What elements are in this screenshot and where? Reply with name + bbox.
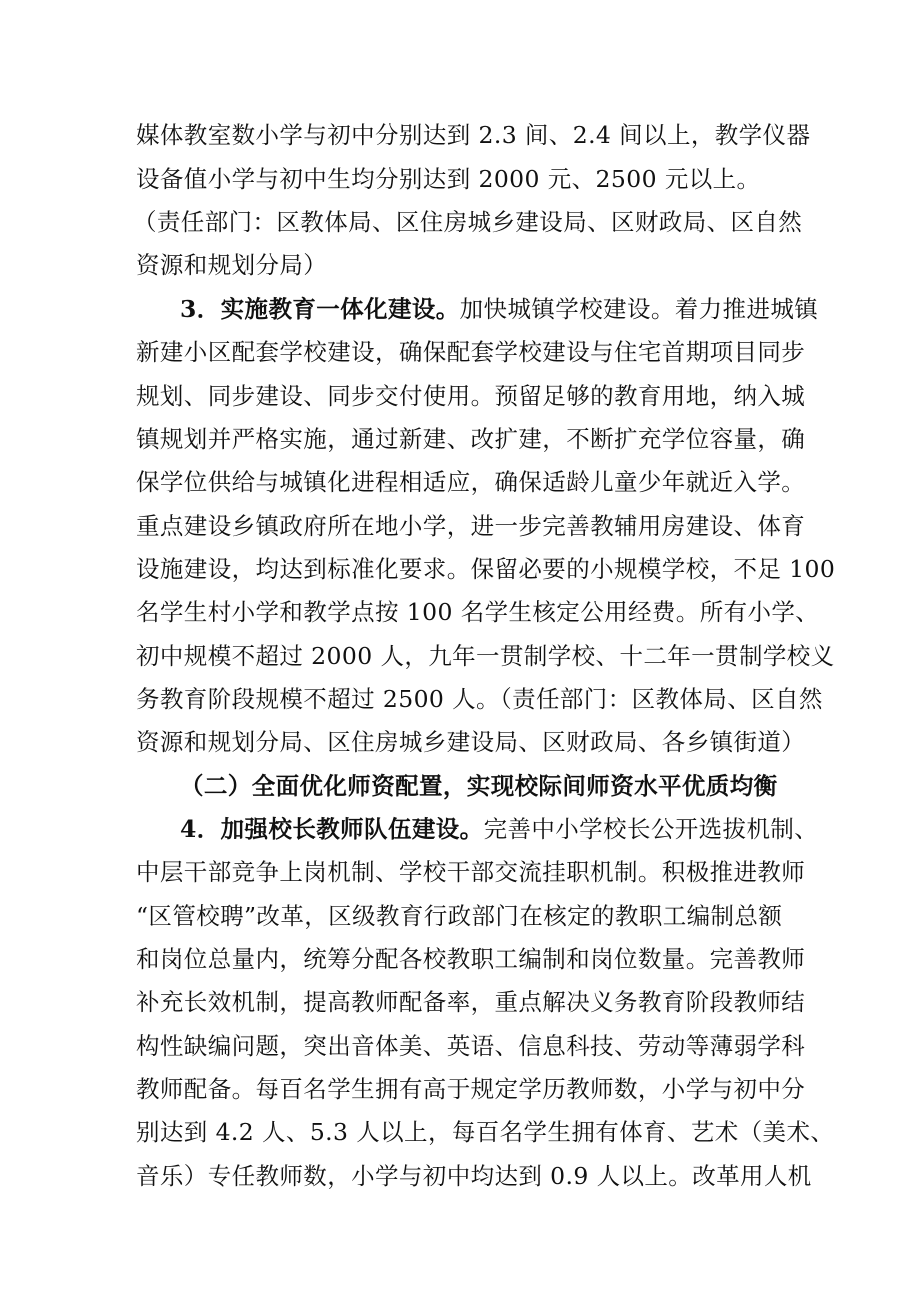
paragraph-line: “区管校聘”改革，区级教育行政部门在核定的教职工编制总额	[136, 902, 783, 930]
section-3-line	[180, 289, 920, 329]
section-4-heading: 4．加强校长教师队伍建设。	[180, 815, 484, 843]
paragraph-line: 资源和规划分局、区住房城乡建设局、区财政局、各乡镇街道）	[136, 728, 806, 756]
paragraph-line: 保学位供给与城镇化进程相适应，确保适龄儿童少年就近入学。	[136, 468, 806, 496]
paragraph-line: 别达到 4.2 人、5.3 人以上，每百名学生拥有体育、艺术（美术、	[136, 1118, 835, 1146]
paragraph-line: 重点建设乡镇政府所在地小学，进一步完善教辅用房建设、体育	[136, 512, 806, 540]
paragraph-line: （责任部门：区教体局、区住房城乡建设局、区财政局、区自然	[133, 208, 803, 236]
paragraph-line: 名学生村小学和教学点按 100 名学生核定公用经费。所有小学、	[136, 598, 820, 626]
section-heading-2: （二）全面优化师资配置，实现校际间师资水平优质均衡	[180, 772, 778, 800]
paragraph-line: 资源和规划分局）	[136, 251, 328, 279]
paragraph-line: 新建小区配套学校建设，确保配套学校建设与住宅首期项目同步	[136, 338, 806, 366]
paragraph-text: 加快城镇学校建设。着力推进城镇	[459, 295, 819, 323]
paragraph-line: 设施建设，均达到标准化要求。保留必要的小规模学校，不足 100	[136, 555, 836, 583]
paragraph-line: 中层干部竞争上岗机制、学校干部交流挂职机制。积极推进教师	[136, 858, 806, 886]
paragraph-line: 设备值小学与初中生均分别达到 2000 元、2500 元以上。	[136, 165, 761, 193]
paragraph-line: 和岗位总量内，统筹分配各校教职工编制和岗位数量。完善教师	[136, 945, 806, 973]
section-4-line	[180, 809, 920, 849]
paragraph-line: 镇规划并严格实施，通过新建、改扩建，不断扩充学位容量，确	[136, 425, 806, 453]
paragraph-line: 补充长效机制，提高教师配备率，重点解决义务教育阶段教师结	[136, 988, 806, 1016]
paragraph-line: 初中规模不超过 2000 人，九年一贯制学校、十二年一贯制学校义	[136, 642, 835, 670]
paragraph-line: 媒体教室数小学与初中分别达到 2.3 间、2.4 间以上，教学仪器	[136, 121, 811, 149]
paragraph-line: 规划、同步建设、同步交付使用。预留足够的教育用地，纳入城	[136, 382, 806, 410]
paragraph-line: 构性缺编问题，突出音体美、英语、信息科技、劳动等薄弱学科	[136, 1032, 806, 1060]
section-3-heading: 3．实施教育一体化建设。	[180, 295, 460, 323]
paragraph-text: 完善中小学校长公开选拔机制、	[483, 815, 819, 843]
paragraph-line: 务教育阶段规模不超过 2500 人。（责任部门：区教体局、区自然	[136, 685, 823, 713]
paragraph-line: 音乐）专任教师数，小学与初中均达到 0.9 人以上。改革用人机	[136, 1162, 812, 1190]
paragraph-line: 教师配备。每百名学生拥有高于规定学历教师数，小学与初中分	[136, 1075, 806, 1103]
